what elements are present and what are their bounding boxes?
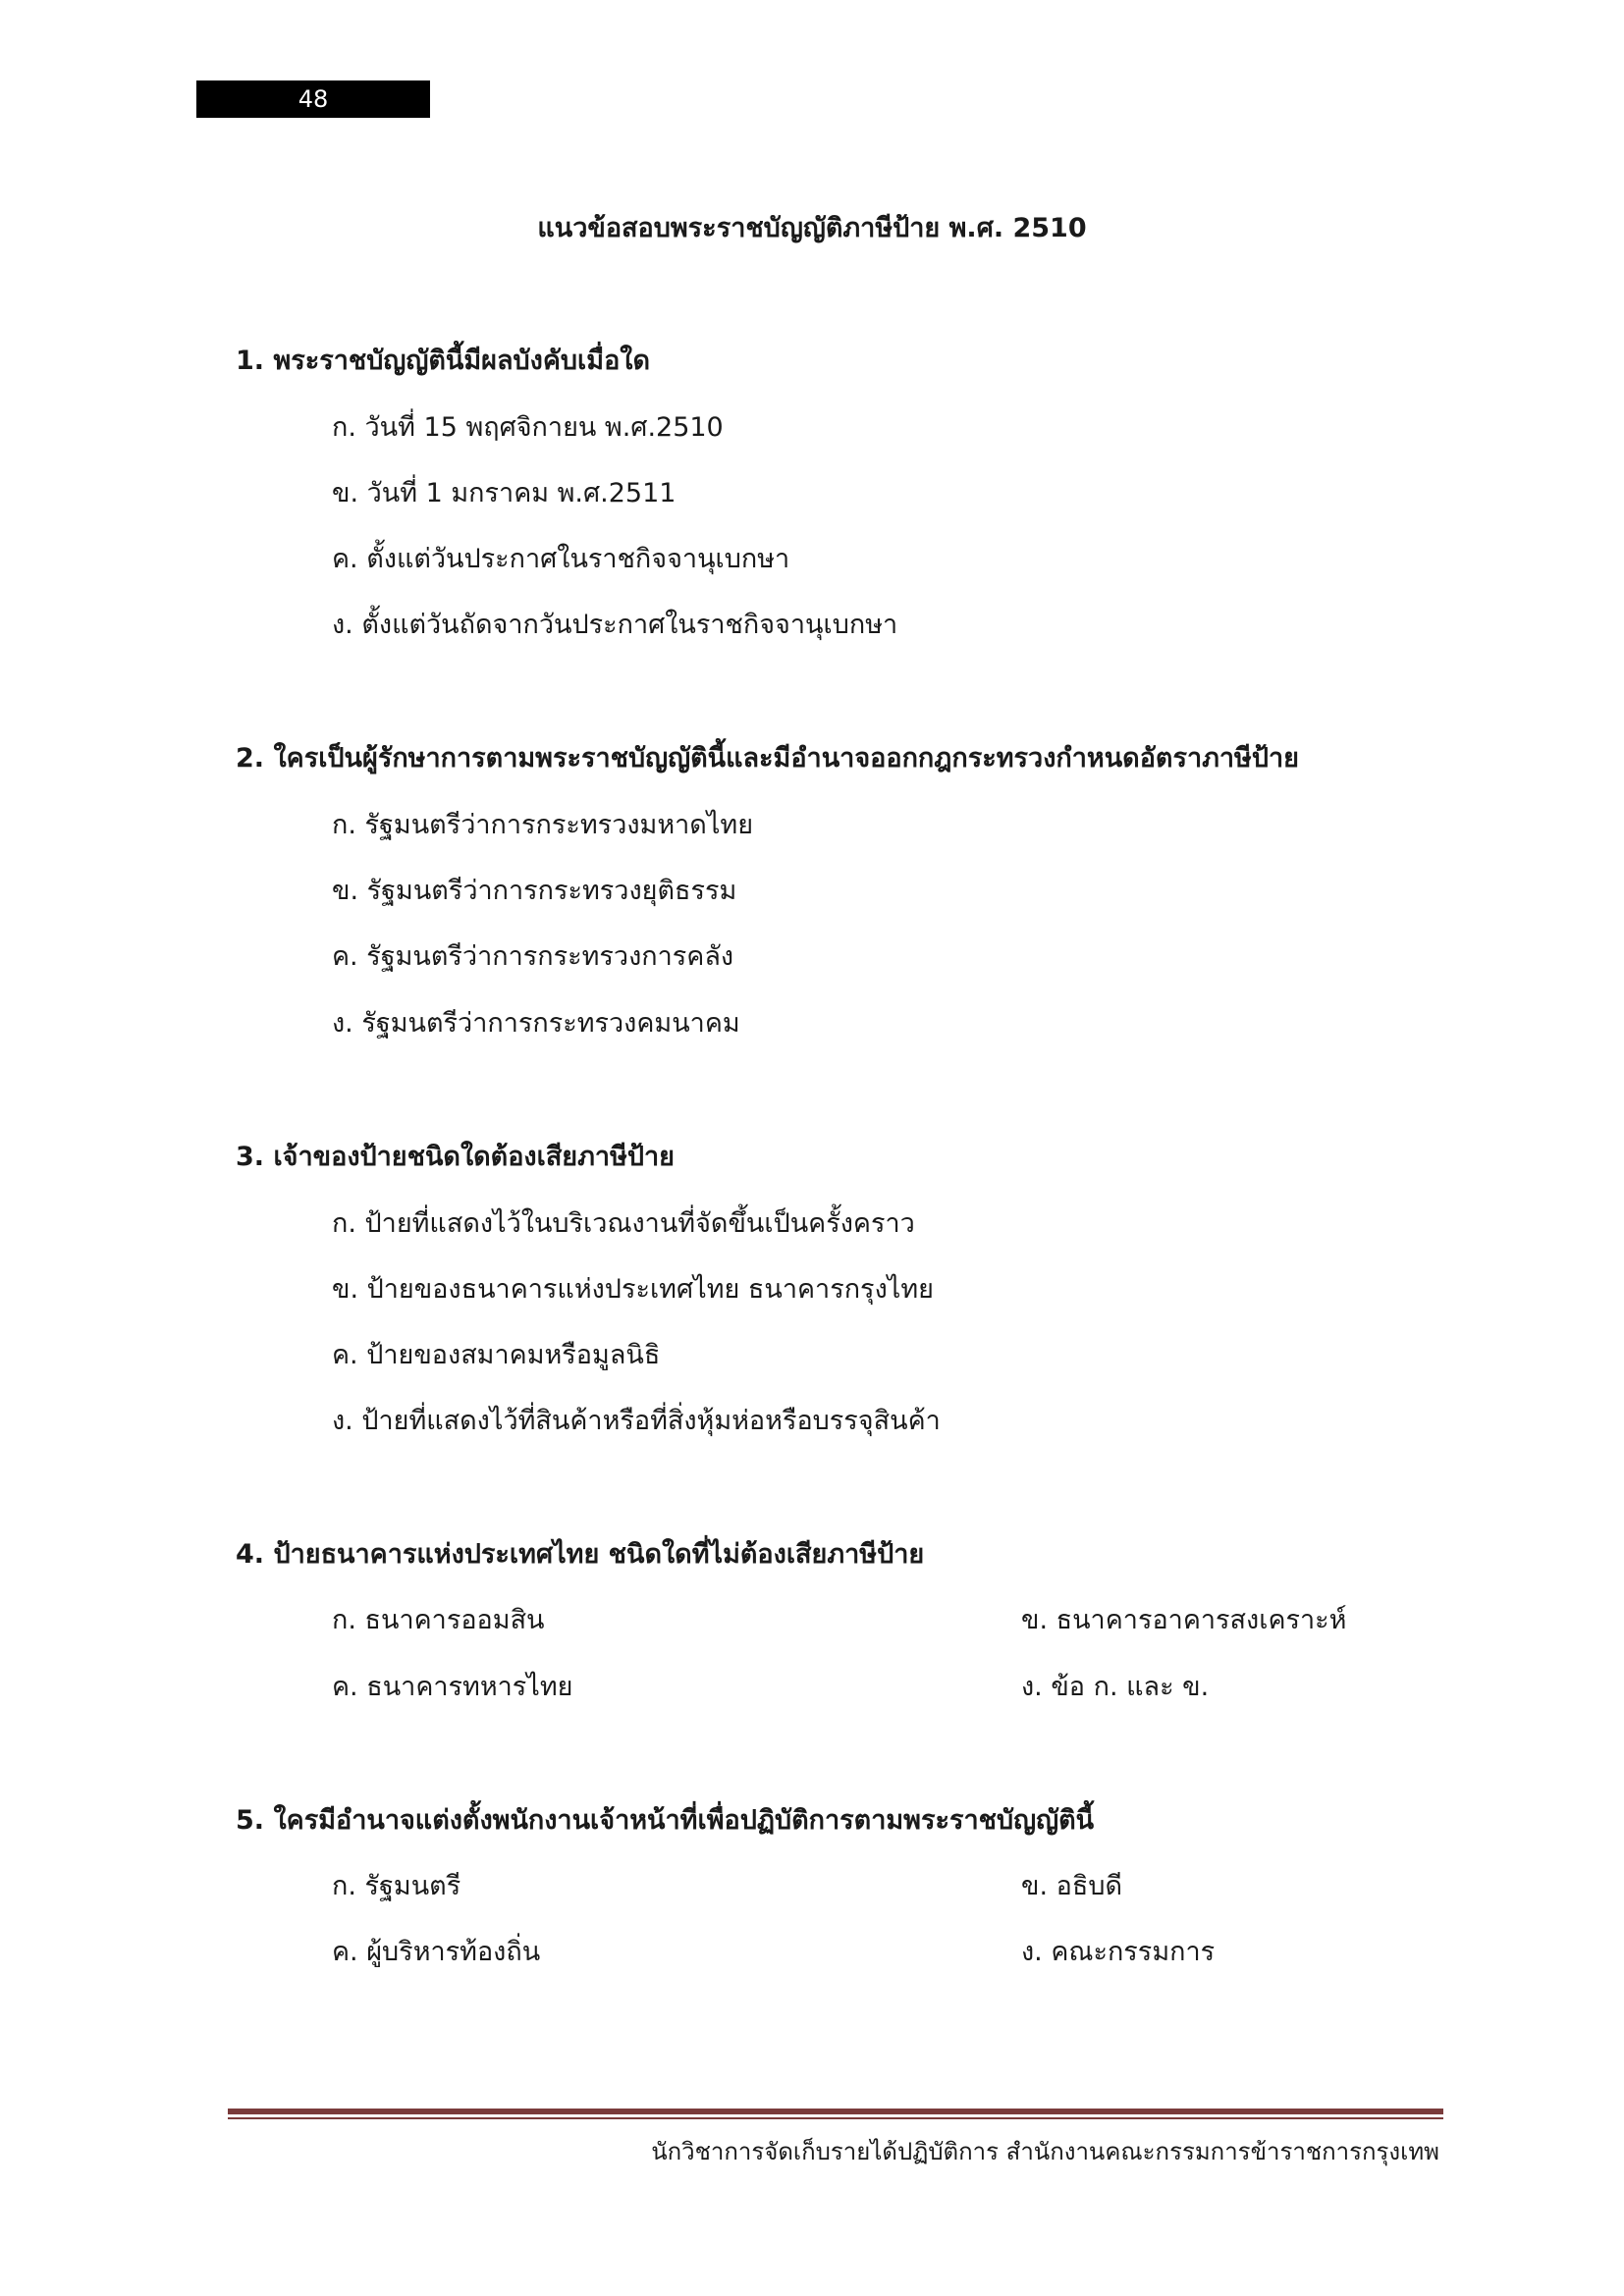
- question-4: 4. ป้ายธนาคารแห่งประเทศไทย ชนิดใดที่ไม่ต้องเสียภาษีป้าย: [236, 1539, 925, 1570]
- question-5: 5. ใครมีอำนาจแต่งตั้งพนักงานเจ้าหน้าที่เพื่อปฏิบัติการตามพระราชบัญญัตินี้: [236, 1805, 1095, 1836]
- footer-text: นักวิชาการจัดเก็บรายได้ปฏิบัติการ สำนักงานคณะกรรมการข้าราชการกรุงเทพ: [651, 2138, 1439, 2165]
- document-title: แนวข้อสอบพระราชบัญญัติภาษีป้าย พ.ศ. 2510: [537, 213, 1087, 243]
- question-3: 3. เจ้าของป้ายชนิดใดต้องเสียภาษีป้าย: [236, 1142, 676, 1172]
- question-5-option-c: ค. ผู้บริหารท้องถิ่น: [332, 1937, 541, 1967]
- question-2-option-c: ค. รัฐมนตรีว่าการกระทรวงการคลัง: [332, 941, 734, 972]
- question-3-option-a: ก. ป้ายที่แสดงไว้ในบริเวณงานที่จัดขึ้นเป็นครั้งคราว: [332, 1208, 915, 1239]
- page-number: 48: [196, 80, 430, 118]
- question-5-option-d: ง. คณะกรรมการ: [1021, 1937, 1216, 1967]
- question-2-option-a: ก. รัฐมนตรีว่าการกระทรวงมหาดไทย: [332, 810, 754, 840]
- question-1-option-a: ก. วันที่ 15 พฤศจิกายน พ.ศ.2510: [332, 412, 724, 443]
- question-4-option-b: ข. ธนาคารอาคารสงเคราะห์: [1021, 1605, 1347, 1635]
- question-3-option-c: ค. ป้ายของสมาคมหรือมูลนิธิ: [332, 1340, 661, 1370]
- question-3-option-d: ง. ป้ายที่แสดงไว้ที่สินค้าหรือที่สิ่งหุ้มห่อหรือบรรจุสินค้า: [332, 1406, 941, 1436]
- footer-divider: [228, 2109, 1443, 2119]
- question-3-option-b: ข. ป้ายของธนาคารแห่งประเทศไทย ธนาคารกรุงไทย: [332, 1274, 934, 1305]
- question-5-option-b: ข. อธิบดี: [1021, 1871, 1122, 1901]
- question-2-option-d: ง. รัฐมนตรีว่าการกระทรวงคมนาคม: [332, 1008, 740, 1039]
- question-5-option-a: ก. รัฐมนตรี: [332, 1871, 461, 1901]
- question-4-option-c: ค. ธนาคารทหารไทย: [332, 1672, 573, 1702]
- question-1: 1. พระราชบัญญัตินี้มีผลบังคับเมื่อใด: [236, 346, 651, 376]
- question-1-option-c: ค. ตั้งแต่วันประกาศในราชกิจจานุเบกษา: [332, 544, 790, 574]
- question-4-option-d: ง. ข้อ ก. และ ข.: [1021, 1672, 1210, 1702]
- question-1-option-d: ง. ตั้งแต่วันถัดจากวันประกาศในราชกิจจานุเบกษา: [332, 610, 898, 640]
- question-2: 2. ใครเป็นผู้รักษาการตามพระราชบัญญัตินี้และมีอำนาจออกกฎกระทรวงกำหนดอัตราภาษีป้าย: [236, 743, 1299, 774]
- question-1-option-b: ข. วันที่ 1 มกราคม พ.ศ.2511: [332, 478, 677, 508]
- question-4-option-a: ก. ธนาคารออมสิน: [332, 1605, 545, 1635]
- question-2-option-b: ข. รัฐมนตรีว่าการกระทรวงยุติธรรม: [332, 876, 737, 906]
